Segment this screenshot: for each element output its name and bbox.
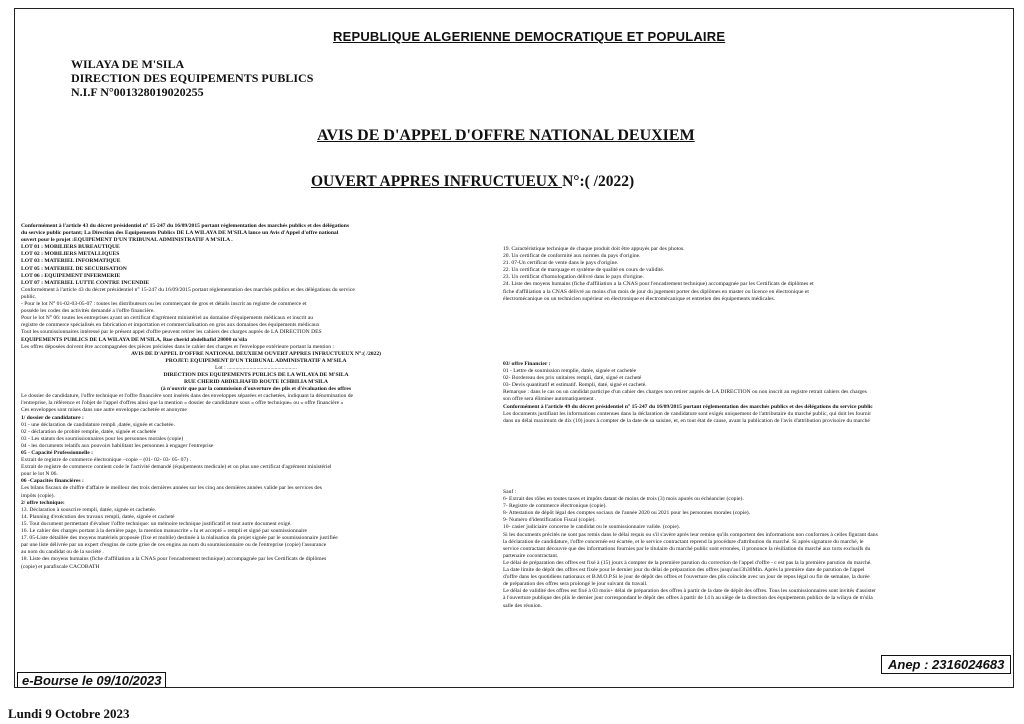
text-line: RUE CHERID ABDELHAFID ROUTE ICHBILIA M'SILA	[183, 379, 329, 386]
text-line: Ces enveloppes sont mises dans une autre enveloppe cachetée et anonyme	[21, 407, 187, 414]
text-line: LOT 05 : MATERIEL DE SECURISATION	[21, 265, 127, 272]
text-line: 8- Attestation de dépôt légal des comptes sociaux de l'année 2020 ou 2021 pour les personnes morales (copie).	[503, 510, 751, 517]
text-line: Le délai de préparation des offres est fixé à (15) jours à compter de la première parution du correction de l'appel d'offre - c est pas la la première parution du marché.	[503, 559, 872, 566]
text-line: du service public portant; La Direction des Equipements Publics DE LA WILAYA DE M'SILA lance un Avis d'Appel d'offre national	[21, 230, 339, 237]
text-line: 02 - déclaration de probité remplie, datée, signée et cachetée	[21, 428, 157, 435]
text-line: Le dossier de candidature, l'offre technique et l'offre financière sont insérés dans des enveloppes séparées et cachetées, indiquant la dénomination de	[21, 393, 354, 400]
text-line: Pour le lot N° 06: toutes les entreprises ayant un certificat d'agrément ministériel au domaine d'équipements médicaux et inscrit au	[21, 315, 314, 322]
text-line: Les bilans fiscaux de chiffre d'affaire le meilleur des trois dernières années sur les cinq ans dernières années valide par les services des	[21, 485, 322, 492]
text-line: (à n'ouvrir que par la commission d'ouverture des plis et d'évaluation des offres	[160, 386, 352, 393]
text-line: Sauf :	[503, 489, 517, 495]
text-line: DIRECTION DES EQUIPEMENTS PUBLICS DE LA WILAYA DE M'SILA	[163, 371, 349, 378]
text-line: l'entreprise, la référence et l'objet de l'appel d'offres ainsi que la mention « dossier de candidature sous « offre technique» ou « offre financière »	[21, 400, 344, 407]
text-line: 2/ offre technique:	[21, 499, 65, 506]
text-line: ouvert pour le projet :EQUIPEMENT D'UN TRIBUNAL ADMINISTRATIF A M'SILA .	[21, 237, 233, 244]
nif-number: N.I.F N°001328019020255	[71, 85, 204, 99]
text-line: PROJET: EQUIPEMENT D'UN TRIBUNAL ADMINISTRATIF A M'SILA	[165, 357, 347, 364]
notice-subtitle	[311, 173, 634, 191]
text-line: Le délai de validité des offres est fixé à 03 mois+ délai de préparation des offres à partir de la date de dépôt des offres. Tous les soumissionnaires sont invités d'assister	[503, 588, 876, 595]
text-line: 02- Bordereau des prix unitaires rempli, daté, signé et cacheté	[503, 375, 642, 382]
text-line: pour le lot N 06.	[21, 471, 58, 478]
text-line: partenaire cocontractant.	[503, 552, 559, 559]
text-line: 14. Planning d'exécution des travaux rempli, datée, signée et cacheté	[21, 513, 175, 520]
text-line: impôts (copie).	[21, 492, 55, 499]
text-line: 16. Le cahier des charges portant à la dernière page, la mention manuscrite « lu et accepté » rempli et signé par soumissionnaire	[21, 528, 308, 535]
text-line: Conformément à l'article 43 du décret présidentiel n° 15-247 du 16/09/2015 portant réglementation des marchés publics et des délégations du service	[21, 286, 355, 293]
ebourse-stamp: e-Bourse le 09/10/2023	[17, 672, 166, 688]
text-line: possède les codes des activités demandé a l'offre financière.	[21, 308, 155, 315]
left-column-text	[21, 223, 491, 571]
text-line: 18. Liste des moyens humains (fiche d'affiliation a la CNAS pour l'encadrement technique) accompagnée par les Certificats de diplômes	[21, 556, 327, 563]
text-line: fiche d'affiliation a la CNAS délivré au moins d'un mois de jour du jugement porter des diplômes en master ou licence en électronique et	[503, 288, 809, 295]
text-line: LOT 01 : MOBILIERS BUREAUTIQUE	[21, 244, 120, 251]
right-column-exceptions	[503, 489, 1003, 610]
republic-heading: REPUBLIQUE ALGERIENNE DEMOCRATIQUE ET POPULAIRE	[333, 29, 726, 44]
text-line: 9- Numéro d'identification Fiscal (copie).	[503, 517, 596, 524]
publication-date: Lundi 9 Octobre 2023	[8, 706, 130, 721]
text-line: 1/ dossier de candidature :	[21, 414, 84, 421]
text-line: Si les documents précités ne sont pas remis dans le délai requis ou s'il s'avère après leur remise qu'ils comportent des informations non conformes à celles figurant dans	[503, 531, 878, 538]
text-line: service contractant découvre que des informations fournies par le titulaire du marché public sont erronées, il prononce la résiliation du marché aux torts exclusifs du	[503, 545, 871, 552]
text-line: 19. Caractéristique technique de chaque produit doit être appuyés par des photos.	[503, 246, 685, 252]
text-line: 03- Devis quantitatif et estimatif. Rempli, daté, signé et cacheté.	[503, 382, 647, 389]
text-line: LOT 02 : MOBILIERS METALLIQUES	[21, 251, 120, 258]
text-line: 22. Un certificat de marquage et système de qualité en cours de validité.	[503, 267, 665, 274]
text-line: Remarque : dans le cas ou un candidat participe d'un cahier des charges non retirer auprès de LA DIRECTION ou non inscrit au registre retrait cahiers des charges	[503, 389, 867, 396]
newspaper-notice-frame	[14, 8, 1014, 688]
text-line: LOT 06 : EQUIPEMENT INFERMERIE	[21, 272, 121, 279]
text-line: Tout les soumissionnaires intéressé par le présent appel d'offre peuvent retirer les cahiers des charges auprès de LA DIRECTION DES	[21, 329, 322, 336]
text-line: EQUIPEMENTS PUBLICS DE LA WILAYA DE M'SILA, Rue cherid abdelhafid 28000 m'sila	[21, 336, 248, 343]
text-line: Les offres déposées doivent être accompagnées des pièces précisées dans le cahier des charges et l'enveloppe extérieure portant la mention :	[21, 343, 334, 350]
text-line: 7- Registre de commerce électronique (copie).	[503, 503, 607, 510]
text-line: Conformément à l'article 43 du décret présidentiel n° 15-247 du 16/09/2015 portant réglementation des marchés publics et des délégations	[21, 223, 349, 229]
text-line: 10- casier judiciaire concerne le candidat ou le soumissionnaire valide. (copie).	[503, 524, 681, 531]
notice-number: N°:( /2022)	[562, 173, 635, 190]
text-line: 05 - Capacité Professionnelle :	[21, 450, 93, 456]
text-line: 20. Un certificat de conformité aux normes du pays d'origine.	[503, 253, 641, 260]
text-line: 17. 05-Liste détaillée des moyens matériels proposée (fixe et mobile) destinée à la réalisation du projet signée par le soumissionnaire justifiée	[21, 535, 338, 542]
text-line: Extrait de registre de commerce contient code le l'activité demandé (équipements medicale) et on plus une certificat d'agrément ministériel	[21, 464, 332, 471]
text-line: 01 - Lettre de soumission remplie, datée, signée et cachetée	[503, 368, 637, 375]
text-line: 13. Déclaration à souscrire rempli, datée, signée et cachetée.	[21, 506, 157, 513]
wilaya-name: WILAYA DE M'SILA	[71, 57, 185, 71]
text-line: électromécanique ou un technicien supérieur en électronique et électromécanique et entretien des équipements médicales.	[503, 295, 776, 302]
text-line: 01 - une déclaration de candidature rempli ,datée, signée et cachetée.	[21, 421, 175, 428]
text-line: 21. 07-Un certificat de vente dans le pays d'origine.	[503, 260, 619, 267]
text-line: (copie) et parafiscale CACOBATH	[21, 563, 100, 570]
text-line: salle des réunion.	[503, 602, 542, 609]
text-line: 06 -Capacités financières :	[21, 478, 84, 485]
text-line: Les documents justifiant les informations contenues dans la déclaration de candidature sont exigés uniquement de l'attributaire du marché public, qui doit les fournir	[503, 410, 872, 417]
text-line: Lot : ..................................................	[214, 364, 298, 371]
text-line: registre de commerce spécialisés en fabrication et importation et commercialisation en gros aux domaines des équipements médicaux	[21, 322, 320, 329]
text-line: au nom du candidat ou de la société .	[21, 549, 104, 556]
text-line: LOT 07 : MATERIEL LUTTE CONTRE INCENDIE	[21, 279, 150, 286]
text-line: 04 - les documents relatifs aux pouvoirs habilitant les personnes à engager l'entreprise	[21, 442, 214, 449]
right-column-financial-offer	[503, 361, 1003, 425]
text-line: AVIS DE D'APPEL D'OFFRE NATIONAL DEUXIEM OUVERT APPRES INFRUCTUEUX N°:( /2022)	[130, 350, 382, 357]
text-line: la déclaration de candidature, l'offre concernée est écartée, et le service contractant reprend la procédure d'attribution du marché. Si après signature du marché, le	[503, 538, 864, 545]
text-line: dans un délai maximum de dix (10) jours à compter de la date de sa saisine, et, en tout état de cause, avant la publication de l'avis d'attribution provisoire du marché	[503, 417, 870, 424]
issuer-block	[71, 57, 313, 99]
text-line: La date limite de dépôt des offres est fixée pour le dernier jour du délai de préparation des offres jusqu'au13h30Min. Après la première date de parution de l'appel	[503, 567, 865, 574]
right-column-technical-list	[503, 246, 1003, 303]
text-line: Conformément à l'article 49 du décret présidentiel n° 15-247 du 16/09/2015 portant réglementation des marchés publics et des délégations du service public	[503, 403, 873, 410]
text-line: d'offre dans les quotidiens nationaux et B.M.O.P.Si le jour de dépôt des offres et l'ouverture des plis coïncide avec un jour de repos légal ou fin de semaine, la durée	[503, 574, 870, 581]
text-line: 15. Tout document permettant d'évaluer l'offre technique: un mémoire technique justificatif et tout autre document exigé.	[21, 520, 292, 527]
text-line: Extrait de registre de commerce électronique –copie – (01- 02- 03- 05- 07) .	[21, 457, 191, 464]
text-line: à l'ouverture publique des plis le dernier jour correspondant le dépôt des offres à partir de 14 h au siège de la direction des équipements publics de la wilaya de m'sila	[503, 595, 873, 602]
anep-reference: Anep : 2316024683	[881, 655, 1011, 674]
text-line: 03 - Les statuts des soumissionnaires pour les personnes morales (copie)	[21, 435, 184, 442]
text-line: par une liste délivrée par un expert d'engins de carte grise de ces engins au nom du soumissionnaire ou de l'entreprise (copie) l'assurance	[21, 542, 327, 549]
text-line: de préparation des offres sera prolongé le jour suivant du travail.	[503, 581, 648, 588]
text-line: 6- Extrait des rôles en toutes taxes et impôts datant de moins de trois (3) mois apurés ou échéancier (copie).	[503, 496, 744, 503]
text-line: 24. Liste des moyens humains (fiche d'affiliation a la CNAS pour l'encadrement technique) accompagnée par les Certificats de diplômes et	[503, 281, 814, 288]
text-line: public.	[21, 293, 37, 300]
text-line: son offre sera éliminer automatiquement .	[503, 396, 597, 403]
notice-title: AVIS DE D'APPEL D'OFFRE NATIONAL DEUXIEM	[317, 127, 695, 144]
text-line: - Pour le lot N° 01-02-03-05-07 : toutes les distributeurs ou les commerçant de gros et détails inscrit au registre de commerce et	[21, 301, 307, 308]
direction-name: DIRECTION DES EQUIPEMENTS PUBLICS	[71, 71, 314, 85]
text-line: 03/ offre Financier :	[503, 361, 551, 367]
notice-subtitle-underlined: OUVERT APPRES INFRUCTUEUX	[311, 173, 563, 190]
text-line: LOT 03 : MATERIEL INFORMATIQUE	[21, 258, 121, 265]
text-line: 23. Un certificat d'homologation délivré dans le pays d'origine.	[503, 274, 644, 281]
